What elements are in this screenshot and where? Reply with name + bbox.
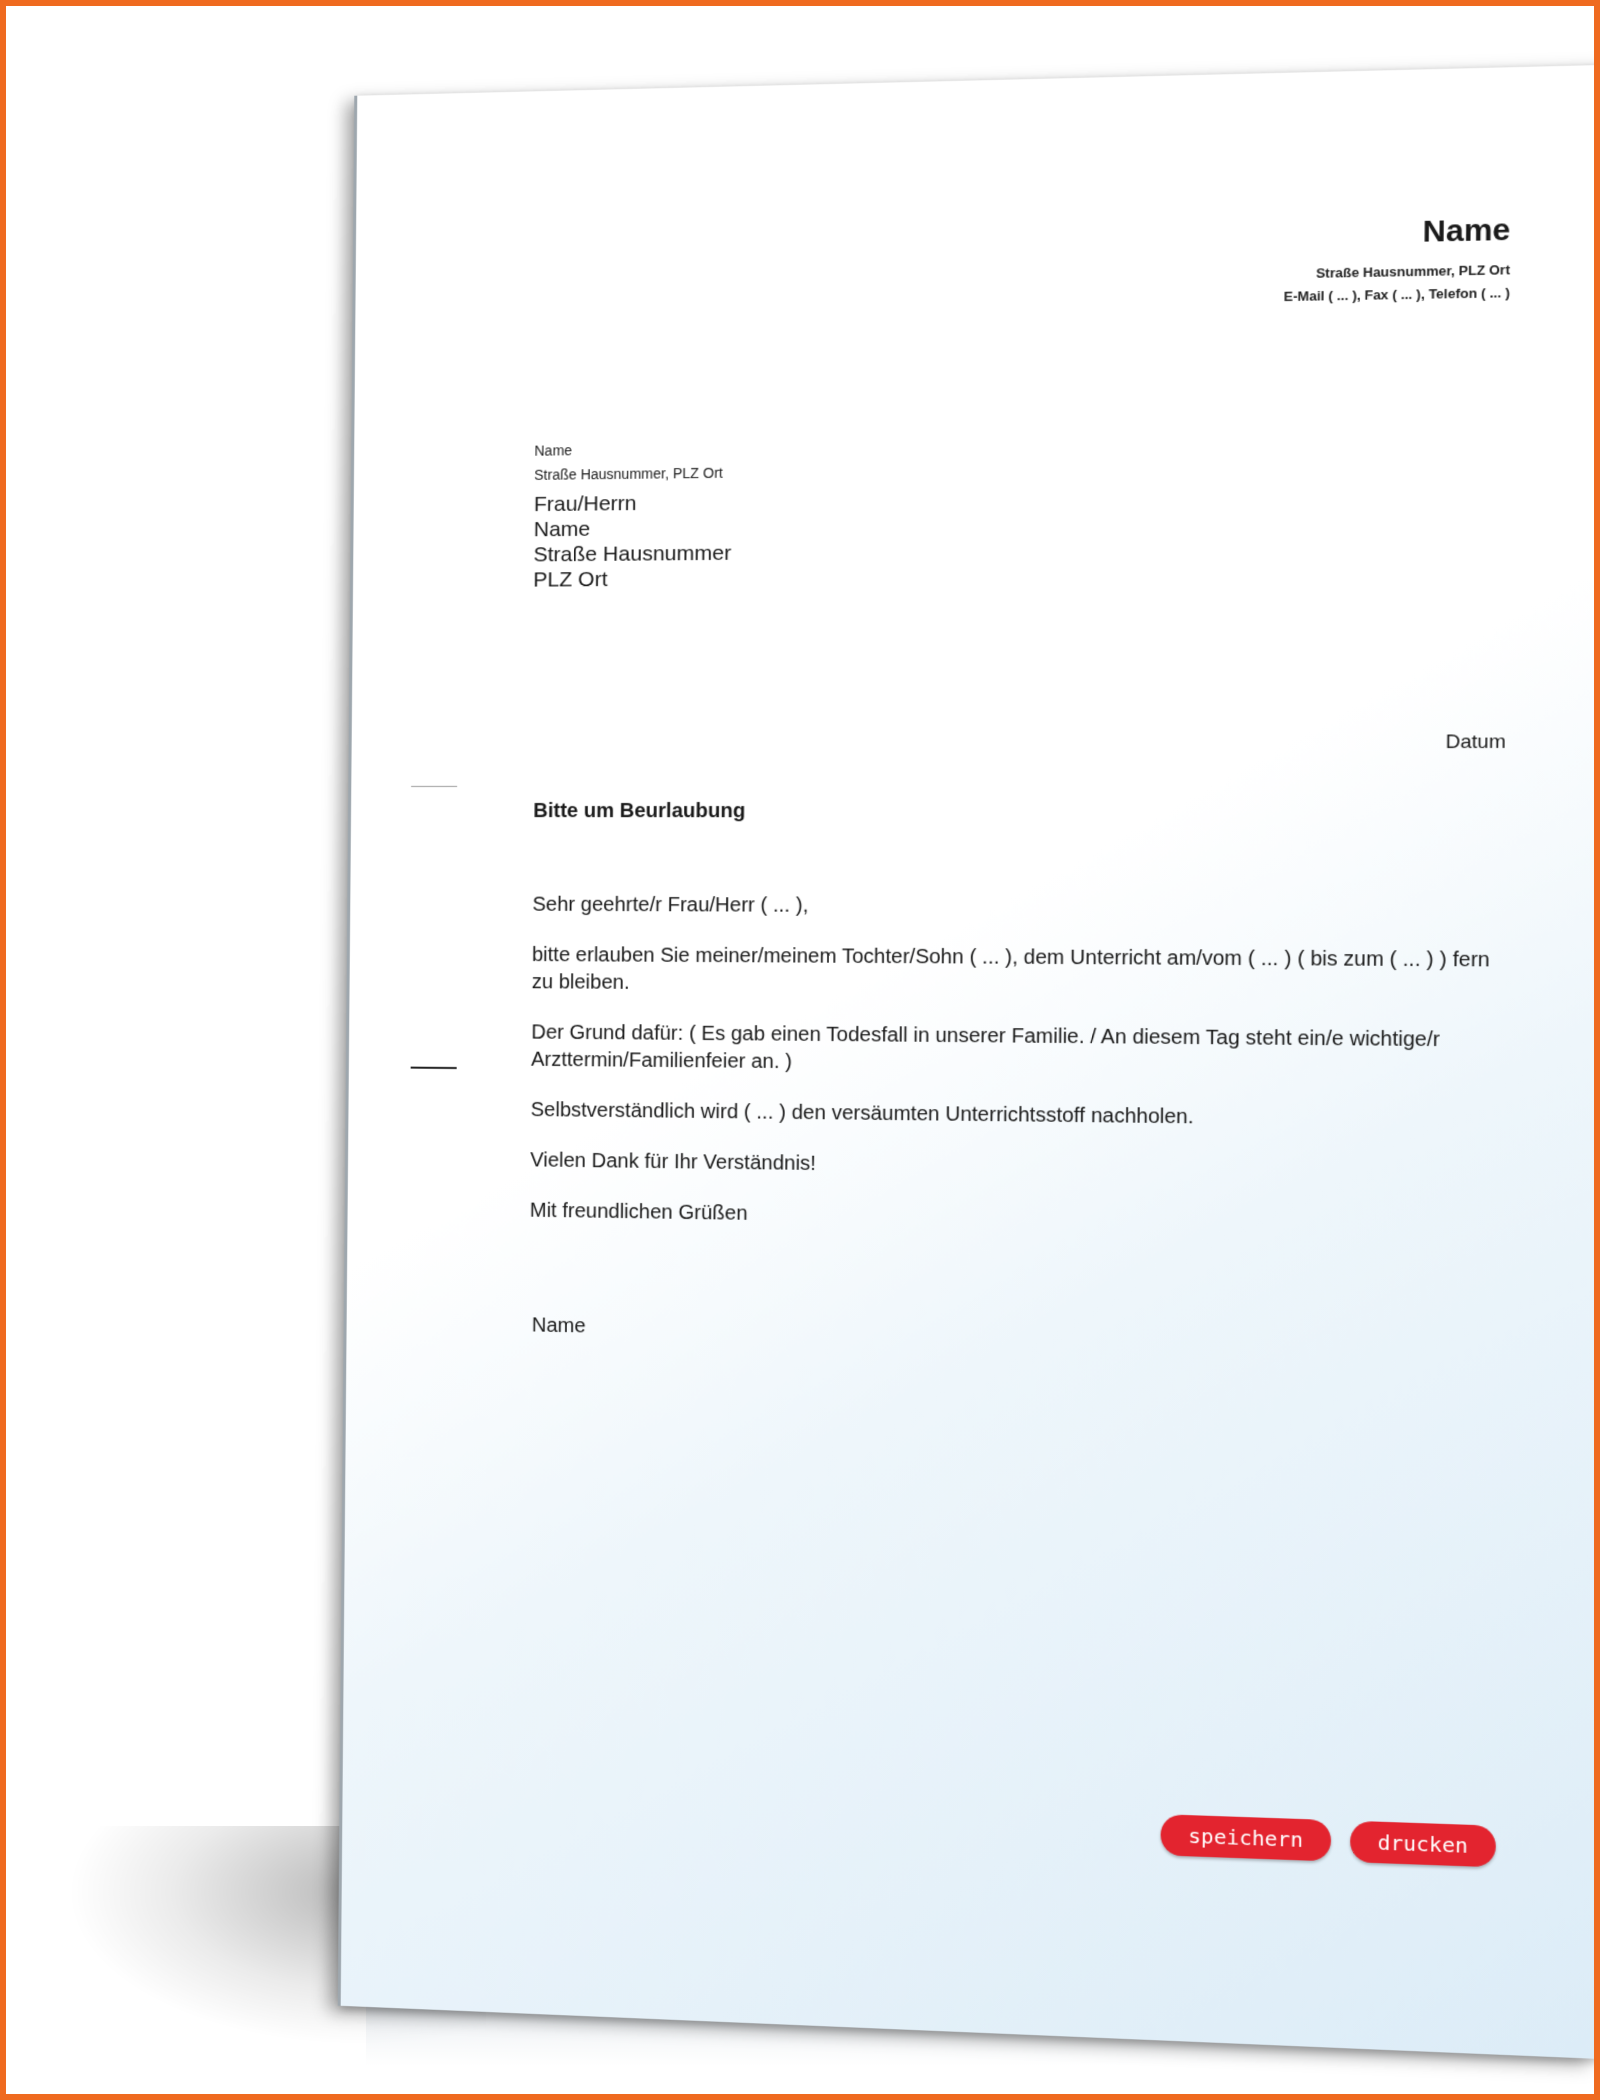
thanks-paragraph: Vielen Dank für Ihr Verständnis! — [530, 1149, 817, 1176]
closing-line: Mit freundlichen Grüßen — [529, 1199, 748, 1225]
recipient-street: Straße Hausnummer — [533, 541, 732, 567]
save-button[interactable]: speichern — [1161, 1814, 1331, 1861]
sender-contact: E-Mail ( ... ), Fax ( ... ), Telefon ( ... ) — [1283, 284, 1510, 305]
catch-up-paragraph: Selbstverständlich wird ( ... ) den versäumten Unterrichtsstoff nachholen. — [530, 1098, 1194, 1129]
sender-name: Name — [1422, 212, 1511, 249]
reason-paragraph: Der Grund dafür: ( Es gab einen Todesfall in unserer Familie. / An diesem Tag steht ein/e wichtige/r Arzttermin/Familienfeier an. ) — [531, 1021, 1440, 1074]
request-paragraph: bitte erlauben Sie meiner/meinem Tochter/Sohn ( ... ), dem Unterricht am/vom ( ... ) ( bis zum ( ... ) ) fern zu bleiben. — [531, 943, 1490, 994]
return-address — [534, 436, 723, 487]
action-buttons — [1161, 1814, 1496, 1867]
signature-name: Name — [531, 1314, 586, 1338]
return-address-line: Straße Hausnummer, PLZ Ort — [534, 464, 723, 483]
sender-address: Straße Hausnummer, PLZ Ort — [1315, 261, 1511, 281]
return-address-name: Name — [534, 442, 573, 459]
greeting: Sehr geehrte/r Frau/Herr ( ... ), — [532, 893, 809, 917]
fold-mark-top — [411, 786, 457, 787]
letter-body — [529, 892, 1501, 1263]
recipient-name: Name — [533, 517, 591, 542]
recipient-city: PLZ Ort — [533, 567, 608, 592]
fold-mark-middle — [411, 1067, 457, 1069]
letter-date: Datum — [1445, 731, 1506, 754]
print-button[interactable]: drucken — [1350, 1821, 1496, 1868]
recipient-address — [533, 490, 732, 593]
recipient-salutation: Frau/Herrn — [533, 491, 637, 517]
sender-block — [1284, 213, 1511, 308]
letter-page — [338, 65, 1600, 2059]
letter-subject: Bitte um Beurlaubung — [533, 799, 746, 823]
